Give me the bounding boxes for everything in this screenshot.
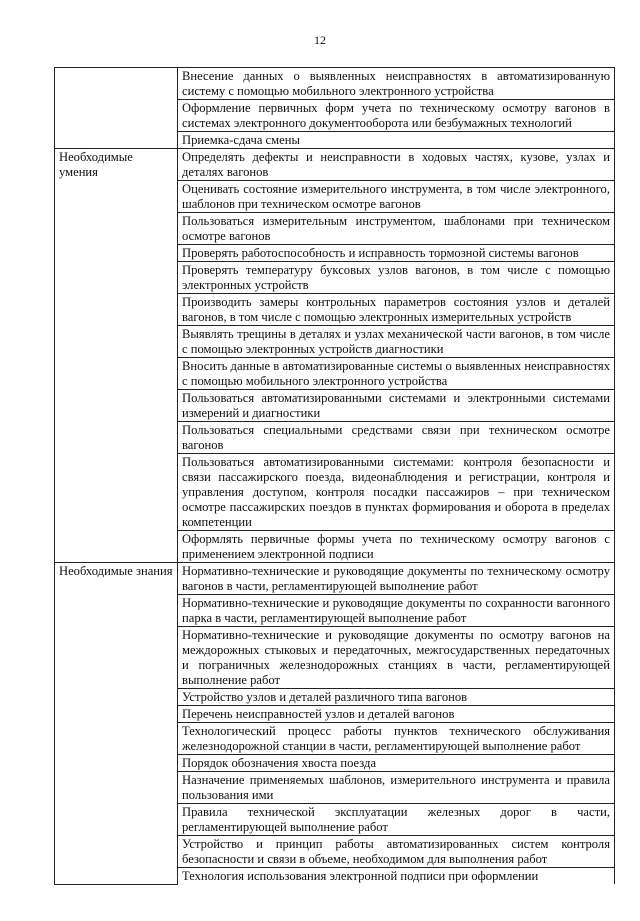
requirement-item: Технология использования электронной подписи при оформлении: [178, 868, 615, 885]
requirement-item: Внесение данных о выявленных неисправностях в автоматизированную систему с помощью мобильного электронного устройства: [178, 68, 615, 100]
section-label: Необходимые знания: [55, 563, 178, 885]
requirement-item: Нормативно-технические и руководящие документы по осмотру вагонов на междорожных стыковых и передаточных, межгосударственных передаточных и пограничных железнодорожных станциях в части, регламентирующей выполнение работ: [178, 627, 615, 689]
requirement-item: Технологический процесс работы пунктов технического обслуживания железнодорожной станции в части, регламентирующей выполнение работ: [178, 723, 615, 755]
requirement-item: Оценивать состояние измерительного инструмента, в том числе электронного, шаблонов при техническом осмотре вагонов: [178, 181, 615, 213]
requirement-item: Нормативно-технические и руководящие документы по техническому осмотру вагонов в части, регламентирующей выполнение работ: [178, 563, 615, 595]
requirement-item: Нормативно-технические и руководящие документы по сохранности вагонного парка в части, регламентирующей выполнение работ: [178, 595, 615, 627]
requirement-item: Оформлять первичные формы учета по техническому осмотру вагонов с применением электронной подписи: [178, 531, 615, 563]
table-row: [55, 149, 615, 181]
requirement-item: Пользоваться специальными средствами связи при техническом осмотре вагонов: [178, 422, 615, 454]
page-number: 12: [314, 33, 326, 47]
requirement-item: Порядок обозначения хвоста поезда: [178, 755, 615, 772]
requirement-item: Выявлять трещины в деталях и узлах механической части вагонов, в том числе с помощью электронных устройств диагностики: [178, 326, 615, 358]
table-row: [55, 563, 615, 595]
requirement-item: Пользоваться автоматизированными системами: контроля безопасности и связи пассажирского поезда, видеонаблюдения и регистрации, контроля и управления доступом, контроля посадки пассажиров – при техническом осмотре пассажирских поездов в пунктах формирования и оборота в пределах компетенции: [178, 454, 615, 531]
requirement-item: Пользоваться автоматизированными системами и электронными системами измерений и диагностики: [178, 390, 615, 422]
requirement-item: Назначение применяемых шаблонов, измерительного инструмента и правила пользования ими: [178, 772, 615, 804]
table-row: [55, 68, 615, 100]
requirements-table: [54, 67, 615, 885]
requirement-item: Производить замеры контрольных параметров состояния узлов и деталей вагонов, в том числе с помощью электронных измерительных устройств: [178, 294, 615, 326]
requirement-item: Проверять работоспособность и исправность тормозной системы вагонов: [178, 245, 615, 262]
requirement-item: Устройство и принцип работы автоматизированных систем контроля безопасности и связи в объеме, необходимом для выполнения работ: [178, 836, 615, 868]
section-label: [55, 68, 178, 149]
requirement-item: Правила технической эксплуатации железных дорог в части, регламентирующей выполнение работ: [178, 804, 615, 836]
requirement-item: Приемка-сдача смены: [178, 132, 615, 149]
requirement-item: Перечень неисправностей узлов и деталей вагонов: [178, 706, 615, 723]
requirement-item: Проверять температуру буксовых узлов вагонов, в том числе с помощью электронных устройств: [178, 262, 615, 294]
requirement-item: Вносить данные в автоматизированные системы о выявленных неисправностях с помощью мобильного электронного устройства: [178, 358, 615, 390]
requirement-item: Пользоваться измерительным инструментом, шаблонами при техническом осмотре вагонов: [178, 213, 615, 245]
requirement-item: Оформление первичных форм учета по техническому осмотру вагонов в системах электронного документооборота или безбумажных технологий: [178, 100, 615, 132]
requirement-item: Определять дефекты и неисправности в ходовых частях, кузове, узлах и деталях вагонов: [178, 149, 615, 181]
section-label: Необходимые умения: [55, 149, 178, 563]
requirement-item: Устройство узлов и деталей различного типа вагонов: [178, 689, 615, 706]
